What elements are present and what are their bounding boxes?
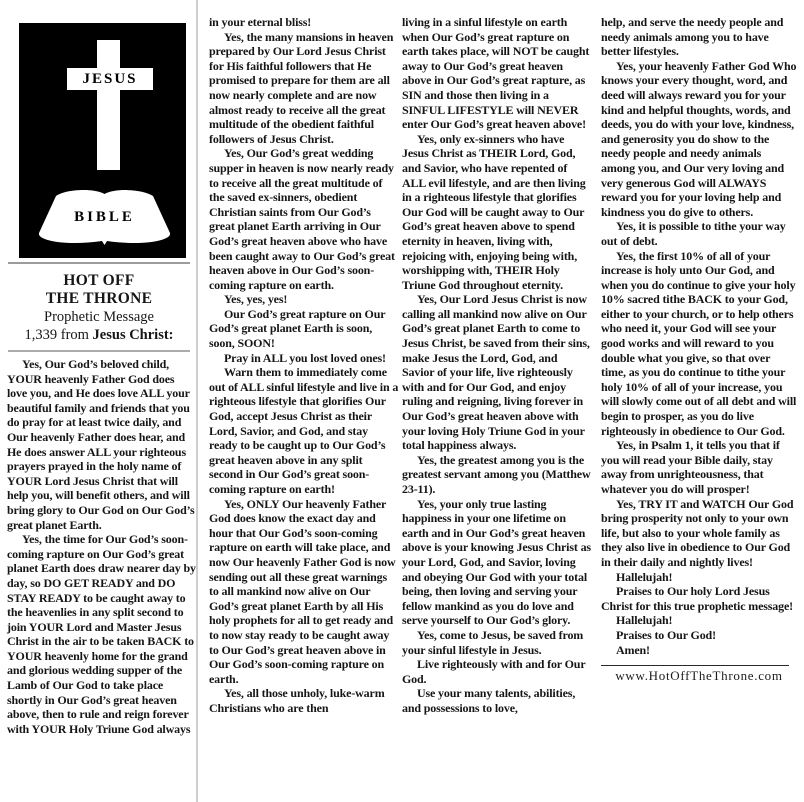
- body-paragraph: Yes, Our God’s great wedding supper in heaven is now nearly ready to receive all the great multitude of the saved ex-sinners, obedient Christian saints from Our God’s great planet Earth arriving in Our God’s great heaven above who have been caught away to Our God’s great heaven above in Our God’s soon-coming rapture on earth.: [209, 146, 395, 292]
- text-column-3: [402, 15, 592, 716]
- message-number-prefix: 1,339 from: [24, 327, 89, 343]
- masthead-rule-bottom: [8, 350, 190, 352]
- masthead-title-line2: THE THRONE: [45, 290, 153, 307]
- body-paragraph: Warn them to immediately come out of ALL sinful lifestyle and live in a righteous lifestyle that glorifies Our God, accept Jesus Christ as their Lord, Savior, and God, and stay ready to be caught up to Our God’s great heaven above in any split second in Our God’s great soon-coming rapture on earth!: [209, 365, 399, 496]
- body-paragraph: Live righteously with and for Our God.: [402, 657, 586, 686]
- text-column-4-paragraphs: [601, 15, 797, 657]
- body-paragraph: help, and serve the needy people and needy animals among you to have better lifestyles.: [601, 15, 784, 59]
- cross-label: JESUS: [82, 71, 138, 87]
- body-paragraph: Amen!: [616, 642, 650, 657]
- text-column-1: [7, 357, 197, 736]
- body-paragraph: Yes, your heavenly Father God Who knows your every thought, word, and deed will always reward you for your kind and helpful thoughts, words, and deeds, you do with your love, kindness, and generosity you do show to the needy people and needy animals among you, and Our very loving and very generous God will ALWAYS reward you for your loving help and kindness you do give to others.: [601, 58, 797, 219]
- message-number-source: Jesus Christ:: [92, 327, 174, 343]
- body-paragraph: Yes, come to Jesus, be saved from your sinful lifestyle in Jesus.: [402, 627, 584, 657]
- bible-label: BIBLE: [74, 209, 135, 225]
- jesus-bible-logo: [19, 23, 186, 258]
- body-paragraph: Yes, it is possible to tithe your way out of debt.: [601, 219, 786, 248]
- cross-icon: [97, 40, 120, 170]
- body-paragraph: Pray in ALL you lost loved ones!: [224, 350, 386, 365]
- body-paragraph: Yes, yes, yes!: [224, 292, 288, 307]
- body-paragraph: Use your many talents, abilities, and possessions to love,: [402, 686, 576, 715]
- body-paragraph: Yes, Our God’s beloved child, YOUR heavenly Father God does love you, and He does love ALL your beautiful family and friends that you do pray for at least twice daily, and Our heavenly Father does hear, and He does answer ALL your righteous prayers prayed in the holy name of YOUR Lord Jesus Christ that will help you, will benefit others, and will bring glory to Our God on Our God’s great planet Earth.: [7, 357, 195, 532]
- body-paragraph: Hallelujah!: [616, 613, 673, 628]
- body-paragraph: Praises to Our holy Lord Jesus Christ for this true prophetic message!: [601, 584, 794, 613]
- body-paragraph: Yes, the many mansions in heaven prepared by Our Lord Jesus Christ for His faithful followers that He promised to prepare for them are all now nearly complete and are now almost ready to receive all the great multitude of the obedient faithful followers of Jesus Christ.: [209, 29, 394, 146]
- masthead-message-number: [5, 326, 193, 344]
- website-url: www.HotOffTheThrone.com: [615, 668, 783, 684]
- body-paragraph: Yes, ONLY Our heavenly Father God does know the exact day and hour that Our God’s soon-coming rapture on earth will take place, and now Our heavenly Father God is now sending out all these great warnings to all mankind now alive on Our God’s great planet Earth by all His holy prophets for all to get ready and to now stay ready to be caught away to Our God’s great heaven above in Our God’s soon-coming rapture on earth.: [209, 496, 396, 686]
- body-paragraph: Yes, only ex-sinners who have Jesus Christ as THEIR Lord, God, and Savior, who have repented of ALL evil lifestyle, and are then living in a righteous lifestyle that glorifies Our God will be caught away to Our God’s great heaven above to spend eternity in heaven, living with, rejoicing with, enjoying being with, worshipping with, THEIR Holy Triune God throughout eternity.: [402, 131, 586, 292]
- body-paragraph: Hallelujah!: [616, 569, 673, 584]
- body-paragraph: Praises to Our God!: [616, 627, 716, 642]
- body-paragraph: Yes, your only true lasting happiness in your one lifetime on earth and in Our God’s great heaven above is your knowing Jesus Christ as your Lord, God, and Savior, loving and obeying Our God with your total being, then loving and serving your fellow mankind as you do love and serve yourself to Our God’s glory.: [402, 496, 591, 628]
- body-paragraph: living in a sinful lifestyle on earth when Our God’s great rapture on earth takes place, will NOT be caught away to Our God’s great heaven above in Our God’s great rapture, as SIN and those then living in a SINFUL LIFESTYLE will NEVER enter Our God’s great heaven above!: [402, 15, 590, 132]
- body-paragraph: in your eternal bliss!: [209, 15, 312, 29]
- masthead-title-line1: HOT OFF: [63, 272, 135, 289]
- body-paragraph: Yes, all those unholy, luke-warm Christians who are then: [209, 686, 385, 715]
- footer: [601, 665, 797, 684]
- text-column-2: [209, 15, 399, 716]
- masthead: [5, 262, 193, 352]
- body-paragraph: Yes, the first 10% of all of your increase is holy unto Our God, and when you do continue to give your holy 10% sacred tithe BACK to your God, either to your church, or to help others who need it, your God will see your good works and will reward to you double what you give, so that over time, as you do continue to tithe your holy 10% of all of your increase, you will slowly come out of all debt and will begin to prosper, as you do live righteously in obedience to Our God.: [601, 248, 797, 438]
- cross-crossbar: [67, 68, 153, 90]
- body-paragraph: Yes, Our Lord Jesus Christ is now calling all mankind now alive on Our God’s great planet Earth to come to Jesus Christ, be saved from their sins, make Jesus the Lord, God, and Savior of your life, live righteously with and for Our God, and enjoy ruling and reigning, living forever in Our God’s great heaven above with your loving Holy Triune God in your total happiness always.: [402, 292, 590, 453]
- text-column-4: [601, 15, 797, 684]
- body-paragraph: Yes, the time for Our God’s soon-coming rapture on Our God’s great planet Earth does draw nearer day by day, so DO GET READY and DO STAY READY to be caught away to the heavenlies in any split second to join YOUR Lord and Master Jesus Christ in the air to be taken BACK to YOUR heavenly home for the grand and glorious wedding supper of the Lamb of Our God to take place shortly in Our God’s great heaven above, then to rule and reign forever with YOUR Holy Triune God always: [7, 532, 196, 736]
- body-paragraph: Yes, in Psalm 1, it tells you that if you will read your Bible daily, stay away from unrighteousness, that whatever you do will prosper!: [601, 438, 780, 496]
- body-paragraph: Our God’s great rapture on Our God’s great planet Earth is soon, soon, SOON!: [209, 306, 386, 351]
- body-paragraph: Yes, TRY IT and WATCH Our God bring prosperity not only to your own life, but also to your whole family as they also live in obedience to Our God in their daily and nightly lives!: [601, 496, 794, 569]
- body-paragraph: Yes, the greatest among you is the greatest servant among you (Matthew 23-11).: [402, 452, 591, 496]
- masthead-rule-top: [8, 262, 190, 264]
- masthead-subtitle: Prophetic Message: [44, 309, 154, 325]
